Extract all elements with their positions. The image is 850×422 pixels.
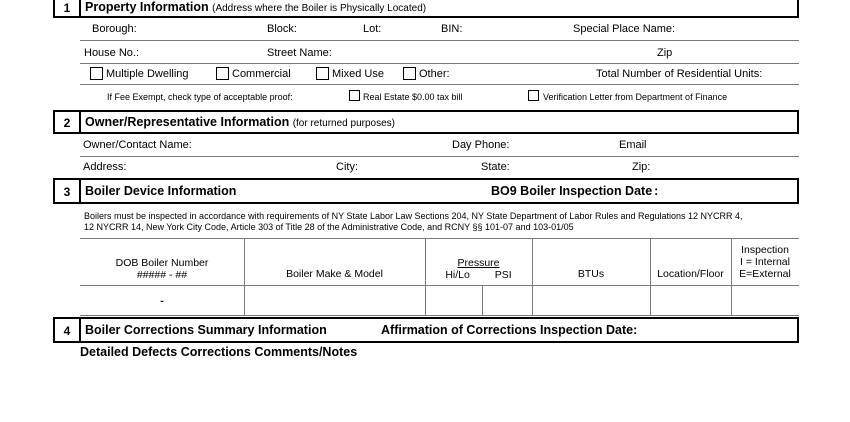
multiple-dwelling-label: Multiple Dwelling	[106, 68, 189, 80]
pressure-subheaders	[425, 269, 532, 281]
section2-title-text: Owner/Representative Information	[85, 115, 290, 129]
section1-title	[85, 0, 426, 14]
verification-letter-checkbox[interactable]	[528, 90, 539, 101]
fee-exempt-label: If Fee Exempt, check type of acceptable proof:	[107, 92, 293, 102]
city-label: City:	[336, 161, 358, 173]
multiple-dwelling-checkbox[interactable]	[90, 67, 103, 80]
location-column-header: Location/Floor	[657, 268, 724, 280]
section3-header	[53, 178, 799, 204]
btus-column-header: BTUs	[577, 268, 605, 280]
inspection-date-colon: :	[654, 184, 659, 198]
divider	[80, 84, 799, 85]
table-bottom-border	[80, 315, 799, 316]
section2-title	[85, 115, 395, 129]
make-column-header: Boiler Make & Model	[286, 268, 383, 280]
address-label: Address:	[83, 161, 127, 173]
divider	[80, 63, 799, 64]
real-estate-label: Real Estate $0.00 tax bill	[363, 92, 463, 102]
commercial-checkbox[interactable]	[216, 67, 229, 80]
section4-header	[53, 317, 799, 343]
section-divider	[79, 178, 81, 204]
pressure-header-label: Pressure	[457, 257, 500, 269]
table-top-border	[80, 238, 799, 239]
inspection-external-label: E=External	[739, 268, 791, 280]
inspection-type-column-header	[731, 244, 799, 280]
special-place-label: Special Place Name:	[573, 23, 676, 35]
divider	[80, 156, 799, 157]
mixed-use-checkbox[interactable]	[316, 67, 329, 80]
btus-input[interactable]	[533, 286, 650, 315]
verification-letter-label: Verification Letter from Department of Finance	[543, 92, 728, 102]
section3-number: 3	[63, 185, 71, 199]
lot-label: Lot:	[363, 23, 382, 35]
bin-label: BIN:	[441, 23, 463, 35]
dob-header-label: DOB Boiler Number	[115, 257, 209, 269]
section2-subtitle: (for returned purposes)	[292, 118, 395, 129]
section1-title-text: Property Information	[85, 0, 209, 14]
inspection-note-line2: 12 NYCRR 14, New York City Code, Article 303 of Title 28 of the Administrative Code, and RCNY §§ 101-07 and 103-01/05	[84, 222, 574, 232]
make-model-input[interactable]	[245, 286, 425, 315]
section1-subtitle: (Address where the Boiler is Physically Located)	[212, 3, 427, 14]
dob-number-input[interactable]	[80, 286, 244, 315]
total-units-label: Total Number of Residential Units:	[596, 68, 763, 80]
location-input[interactable]	[651, 286, 731, 315]
section2-number: 2	[63, 116, 71, 130]
notes-textarea[interactable]	[80, 362, 799, 420]
day-phone-label: Day Phone:	[452, 139, 510, 151]
other-checkbox[interactable]	[403, 67, 416, 80]
commercial-label: Commercial	[232, 68, 291, 80]
house-no-label: House No.:	[84, 47, 140, 59]
inspection-internal-label: I = Internal	[740, 256, 790, 268]
dob-header-format: ##### - ##	[136, 269, 188, 281]
inspection-type-input[interactable]	[732, 286, 799, 315]
section4-number: 4	[63, 324, 71, 338]
divider	[80, 40, 799, 41]
inspection-date-text: BO9 Boiler Inspection Date	[491, 184, 653, 198]
psi-input[interactable]	[483, 286, 532, 315]
dob-number-dash: -	[160, 295, 164, 307]
affirmation-date-label: Affirmation of Corrections Inspection Date:	[381, 323, 638, 337]
section3-title: Boiler Device Information	[85, 184, 237, 198]
section-divider	[79, 0, 81, 18]
section1-header	[53, 0, 799, 18]
zip-label: Zip:	[632, 161, 651, 173]
zip-label: Zip	[657, 47, 673, 59]
other-label: Other:	[419, 68, 450, 80]
email-label: Email	[619, 139, 647, 151]
block-label: Block:	[267, 23, 297, 35]
section-divider	[79, 110, 81, 134]
mixed-use-label: Mixed Use	[332, 68, 384, 80]
hilo-input[interactable]	[426, 286, 482, 315]
section2-header	[53, 110, 799, 134]
section-divider	[79, 317, 81, 343]
hilo-header-label: Hi/Lo	[445, 269, 470, 281]
dob-column-header	[80, 257, 244, 281]
real-estate-checkbox[interactable]	[349, 90, 360, 101]
section4-title: Boiler Corrections Summary Information	[85, 323, 327, 337]
borough-label: Borough:	[92, 23, 137, 35]
owner-name-label: Owner/Contact Name:	[83, 139, 192, 151]
inspection-header-label: Inspection	[741, 244, 789, 256]
inspection-date-label	[491, 184, 658, 198]
notes-label: Detailed Defects Corrections Comments/Notes	[80, 345, 358, 359]
state-label: State:	[481, 161, 510, 173]
inspection-note-line1: Boilers must be inspected in accordance with requirements of NY State Labor Law Sections 204, NY State Department of Labor Rules and Regulations 12 NYCRR 4,	[84, 211, 743, 221]
psi-header-label: PSI	[494, 269, 512, 281]
pressure-column-header	[425, 257, 532, 281]
street-name-label: Street Name:	[267, 47, 332, 59]
section1-number: 1	[63, 1, 71, 15]
